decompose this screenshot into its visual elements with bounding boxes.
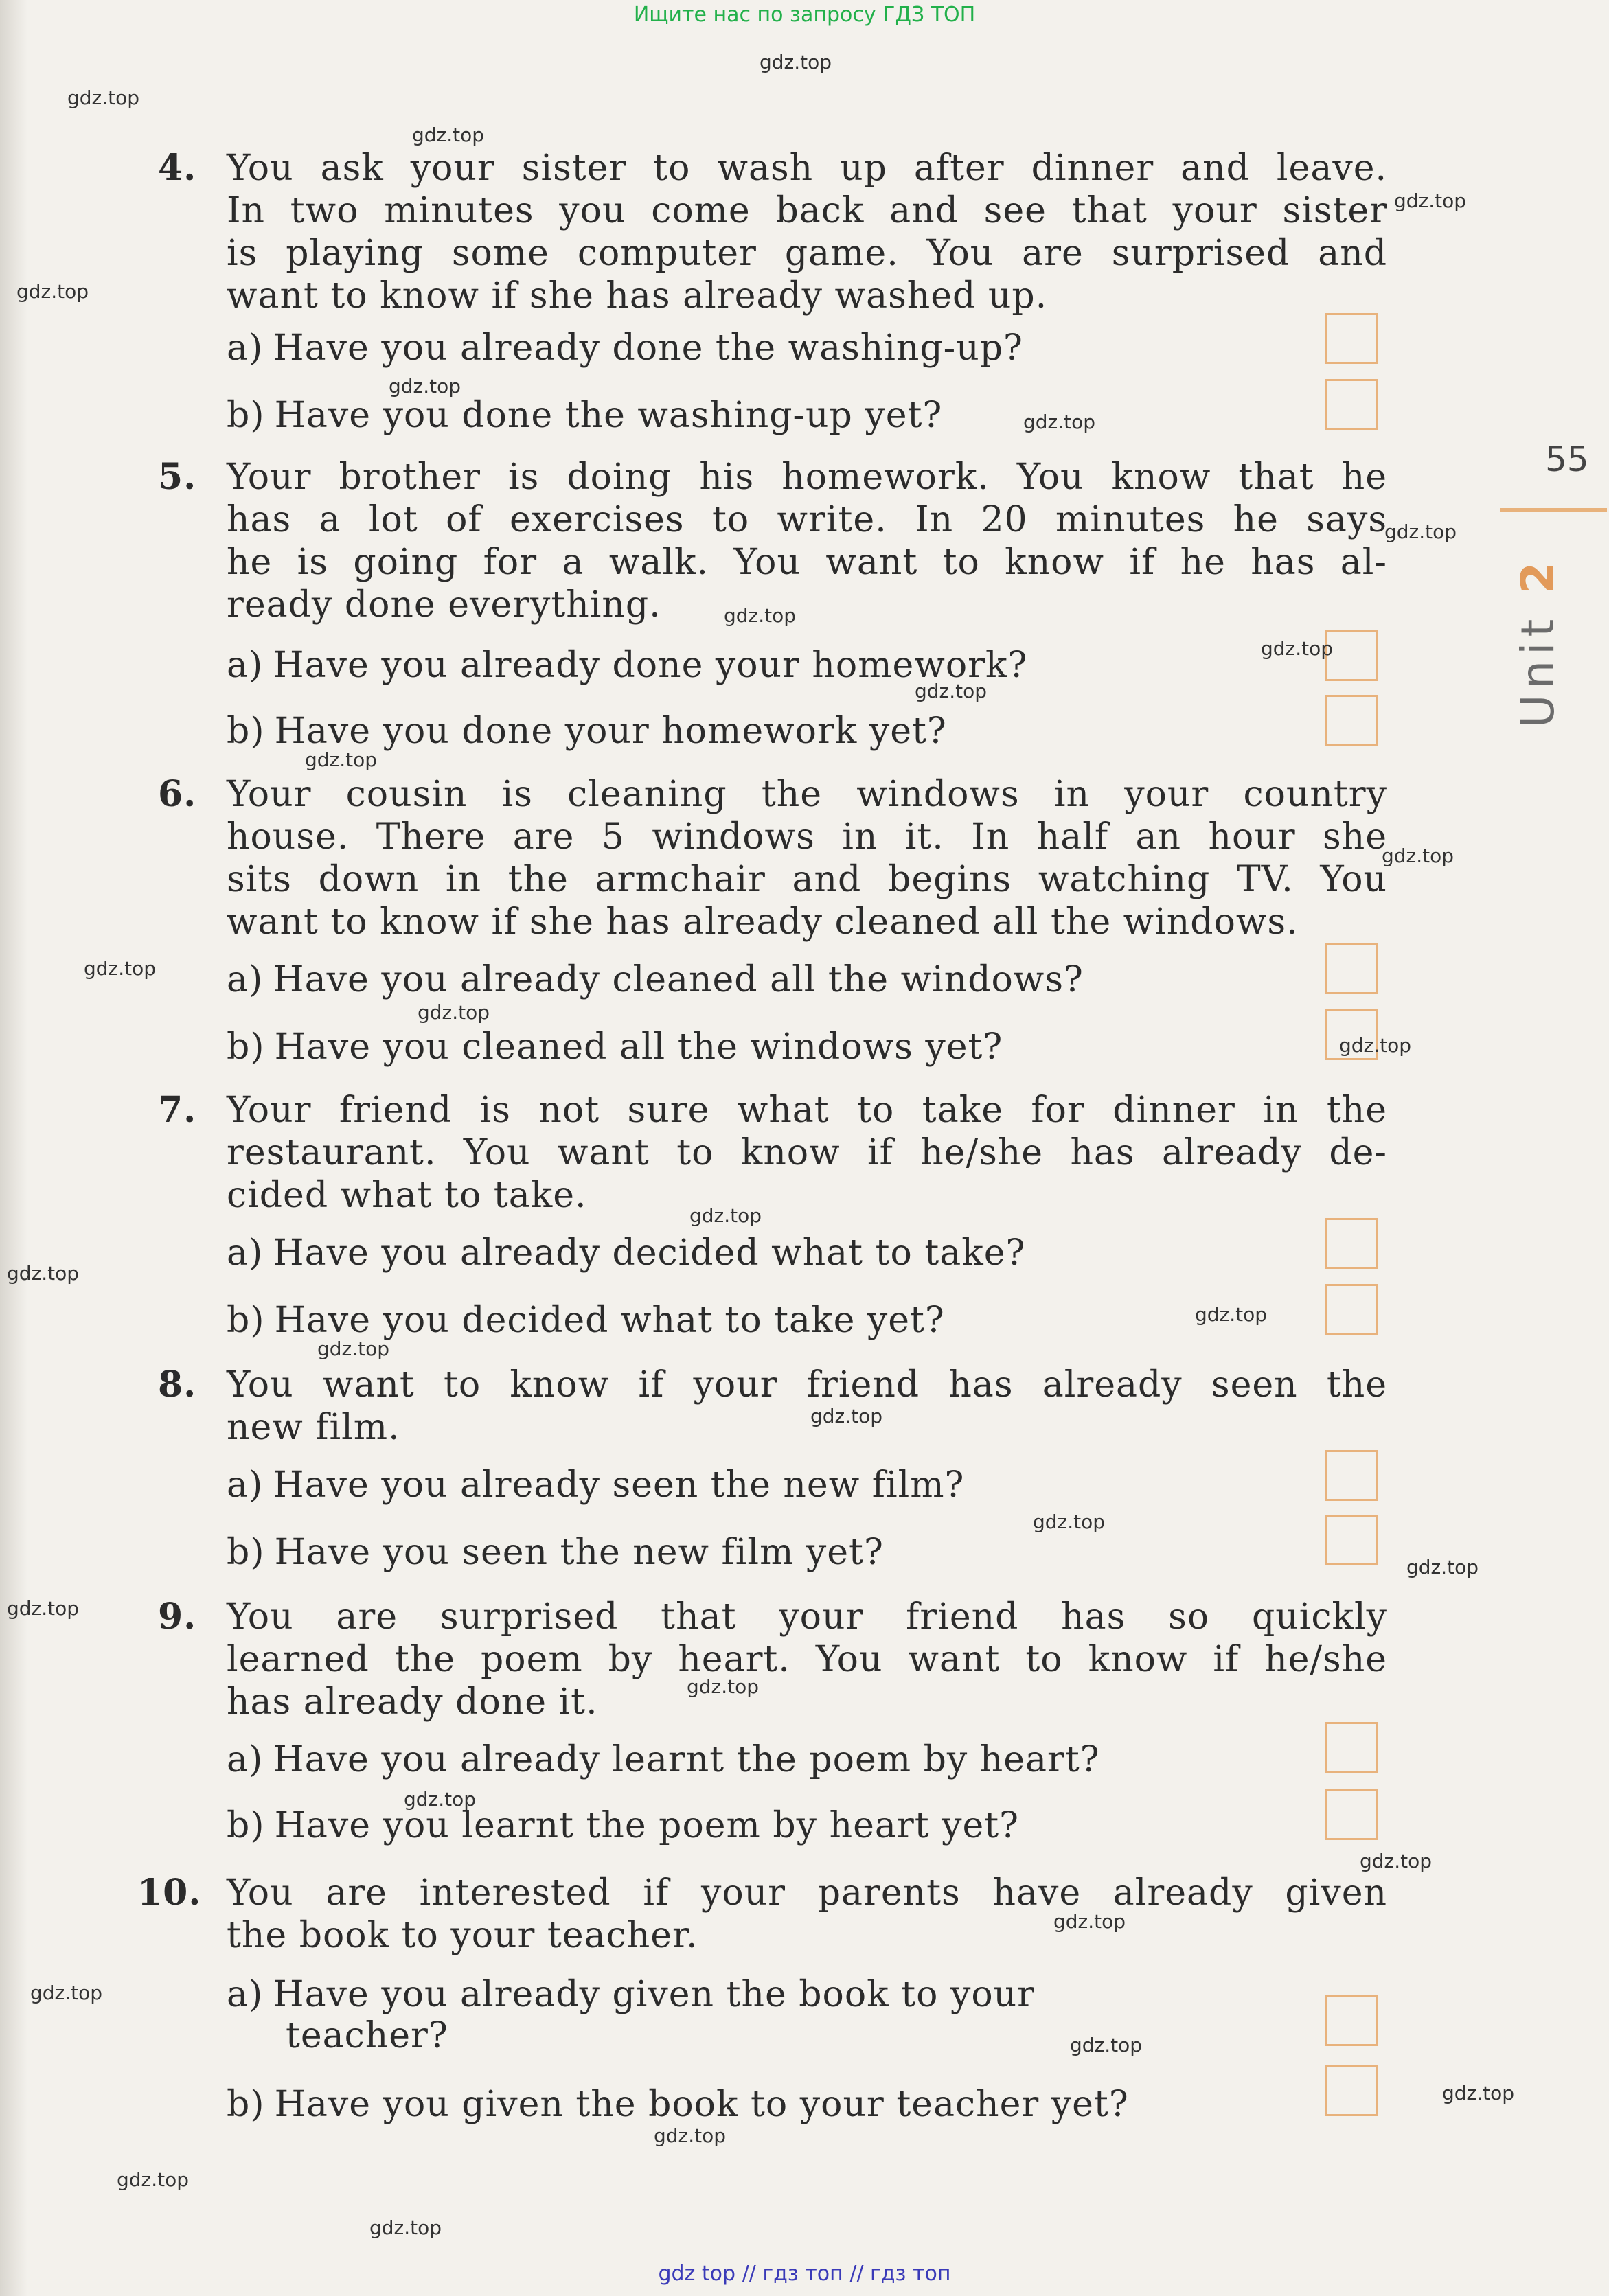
watermark: gdz.top — [1406, 1556, 1479, 1578]
watermark: gdz.top — [418, 1001, 490, 1024]
watermark: gdz.top — [1053, 1910, 1126, 1933]
exercise-number: 5. — [158, 456, 197, 498]
exercise-number: 9. — [158, 1596, 197, 1638]
exercise-10 — [137, 1872, 1387, 1957]
top-banner[interactable]: Ищите нас по запросу ГДЗ ТОП — [633, 3, 976, 27]
exercise-line: has a lot of exercises to write. In 20 minutes he says — [227, 499, 1387, 540]
option-a — [227, 958, 1084, 1001]
watermark: gdz.top — [412, 124, 485, 146]
option-text: Have you already decided what to take? — [273, 1232, 1026, 1274]
exercise-line: Your friend is not sure what to take for dinner in the — [227, 1090, 1387, 1131]
watermark: gdz.top — [84, 957, 157, 980]
exercise-7 — [158, 1089, 1387, 1217]
unit-word: Unit — [1511, 613, 1564, 728]
answer-checkbox[interactable] — [1325, 1218, 1378, 1269]
answer-checkbox[interactable] — [1325, 379, 1378, 430]
answer-checkbox[interactable] — [1325, 1515, 1378, 1565]
watermark: gdz.top — [404, 1788, 477, 1811]
exercise-line: is playing some computer game. You are surprised and — [227, 233, 1387, 274]
option-letter: a) — [227, 328, 264, 369]
exercise-line: learned the poem by heart. You want to know if he/she — [227, 1639, 1387, 1680]
exercise-line: You are surprised that your friend has so quickly — [227, 1596, 1387, 1638]
watermark: gdz.top — [389, 375, 461, 398]
watermark: gdz.top — [810, 1405, 883, 1427]
answer-checkbox[interactable] — [1325, 1789, 1378, 1840]
answer-checkbox[interactable] — [1325, 1995, 1378, 2046]
option-text: Have you seen the new film yet? — [274, 1532, 884, 1573]
option-a — [227, 1973, 1035, 2016]
option-a — [227, 327, 1023, 369]
option-letter: b) — [227, 1026, 265, 1068]
watermark: gdz.top — [760, 51, 832, 73]
exercise-line: You ask your sister to wash up after dinner and leave. — [227, 148, 1387, 189]
option-letter: b) — [227, 2084, 265, 2125]
exercise-4 — [158, 147, 1387, 317]
answer-checkbox[interactable] — [1325, 695, 1378, 746]
option-letter: b) — [227, 1532, 265, 1573]
option-text: Have you given the book to your teacher yet? — [274, 2084, 1129, 2125]
page-edge-shadow — [0, 0, 27, 2296]
exercise-line: cided what to take. — [227, 1175, 587, 1216]
option-a — [227, 1464, 964, 1506]
option-text: Have you already learnt the poem by heart? — [273, 1739, 1100, 1780]
exercise-line: has already done it. — [227, 1681, 598, 1723]
option-text: Have you already done your homework? — [273, 645, 1028, 686]
option-text: Have you cleaned all the windows yet? — [274, 1026, 1003, 1068]
option-text: teacher? — [286, 2015, 448, 2056]
option-letter: b) — [227, 711, 265, 752]
exercise-line: In two minutes you come back and see that your sister — [227, 190, 1387, 231]
watermark: gdz.top — [1195, 1303, 1268, 1326]
watermark: gdz.top — [16, 280, 89, 303]
watermark: gdz.top — [1339, 1034, 1412, 1057]
watermark: gdz.top — [369, 2216, 442, 2239]
answer-checkbox[interactable] — [1325, 1450, 1378, 1501]
watermark: gdz.top — [1442, 2082, 1515, 2104]
exercise-6 — [158, 773, 1387, 943]
unit-tab — [1504, 536, 1586, 728]
option-b — [227, 1804, 1019, 1847]
exercise-9 — [158, 1596, 1387, 1723]
option-text: Have you already done the washing-up? — [273, 328, 1023, 369]
watermark: gdz.top — [689, 1204, 762, 1227]
exercise-number: 10. — [137, 1872, 202, 1914]
exercise-8 — [158, 1364, 1387, 1449]
exercise-line: Your brother is doing his homework. You know that he — [227, 457, 1387, 498]
exercise-number: 4. — [158, 147, 197, 189]
option-text: Have you decided what to take yet? — [274, 1300, 945, 1341]
option-text: Have you done the washing-up yet? — [274, 395, 943, 436]
option-a — [227, 1738, 1100, 1781]
watermark: gdz.top — [117, 2168, 190, 2191]
watermark: gdz.top — [305, 748, 378, 771]
unit-divider — [1500, 508, 1607, 512]
option-text: Have you learnt the poem by heart yet? — [274, 1805, 1020, 1846]
watermark: gdz.top — [654, 2124, 727, 2147]
answer-checkbox[interactable] — [1325, 313, 1378, 364]
answer-checkbox[interactable] — [1325, 1284, 1378, 1335]
exercise-line: You are interested if your parents have already given — [227, 1872, 1387, 1914]
exercise-line: new film. — [227, 1407, 400, 1448]
exercise-number: 6. — [158, 773, 197, 815]
watermark: gdz.top — [7, 1262, 80, 1285]
option-a — [227, 1232, 1025, 1274]
exercise-line: want to know if she has already washed up. — [227, 275, 1048, 317]
watermark: gdz.top — [317, 1338, 390, 1360]
watermark: gdz.top — [1070, 2034, 1143, 2056]
watermark: gdz.top — [1394, 190, 1467, 212]
exercise-5 — [158, 456, 1387, 626]
watermark: gdz.top — [1023, 411, 1096, 433]
option-a-continued — [286, 2014, 448, 2057]
option-letter: b) — [227, 395, 265, 436]
option-letter: a) — [227, 1974, 264, 2015]
watermark: gdz.top — [1033, 1511, 1106, 1533]
option-letter: b) — [227, 1805, 265, 1846]
option-letter: a) — [227, 1465, 264, 1506]
option-b — [227, 1299, 945, 1342]
answer-checkbox[interactable] — [1325, 2065, 1378, 2116]
option-a — [227, 644, 1027, 687]
watermark: gdz.top — [67, 87, 140, 109]
answer-checkbox[interactable] — [1325, 630, 1378, 681]
option-text: Have you already cleaned all the windows? — [273, 959, 1084, 1000]
option-text: Have you done your homework yet? — [274, 711, 947, 752]
page-number: 55 — [1545, 439, 1589, 479]
answer-checkbox[interactable] — [1325, 1722, 1378, 1773]
option-letter: a) — [227, 959, 264, 1000]
exercise-number: 7. — [158, 1089, 197, 1131]
option-letter: a) — [227, 1739, 264, 1780]
watermark: gdz.top — [915, 680, 988, 702]
watermark: gdz.top — [7, 1597, 80, 1620]
option-b — [227, 2083, 1129, 2126]
exercise-line: sits down in the armchair and begins watching TV. You — [227, 859, 1387, 900]
exercise-line: restaurant. You want to know if he/she has already de- — [227, 1132, 1387, 1173]
watermark: gdz.top — [1261, 637, 1334, 660]
answer-checkbox[interactable] — [1325, 943, 1378, 994]
exercise-line: the book to your teacher. — [227, 1915, 698, 1956]
watermark: gdz.top — [687, 1675, 760, 1698]
unit-number: 2 — [1511, 556, 1564, 594]
exercise-line: ready done everything. — [227, 584, 661, 625]
exercise-line: want to know if she has already cleaned all the windows. — [227, 902, 1299, 943]
bottom-banner[interactable]: gdz top // гдз топ // гдз топ — [658, 2262, 951, 2286]
watermark: gdz.top — [1382, 845, 1454, 867]
option-letter: a) — [227, 645, 264, 686]
exercise-line: house. There are 5 windows in it. In half an hour she — [227, 816, 1387, 858]
watermark: gdz.top — [30, 1982, 103, 2004]
option-text: Have you already given the book to your — [273, 1974, 1035, 2015]
option-letter: a) — [227, 1232, 264, 1274]
watermark: gdz.top — [1360, 1850, 1433, 1872]
watermark: gdz.top — [724, 604, 797, 627]
option-b — [227, 394, 942, 437]
option-b — [227, 1531, 884, 1574]
exercise-line: he is going for a walk. You want to know if he has al- — [227, 542, 1387, 583]
watermark: gdz.top — [1384, 520, 1457, 543]
option-letter: b) — [227, 1300, 265, 1341]
option-text: Have you already seen the new film? — [273, 1465, 965, 1506]
exercise-line: Your cousin is cleaning the windows in your country — [227, 774, 1387, 815]
exercise-line: You want to know if your friend has already seen the — [227, 1364, 1387, 1405]
option-b — [227, 1026, 1003, 1068]
option-b — [227, 710, 947, 753]
exercise-number: 8. — [158, 1364, 197, 1405]
